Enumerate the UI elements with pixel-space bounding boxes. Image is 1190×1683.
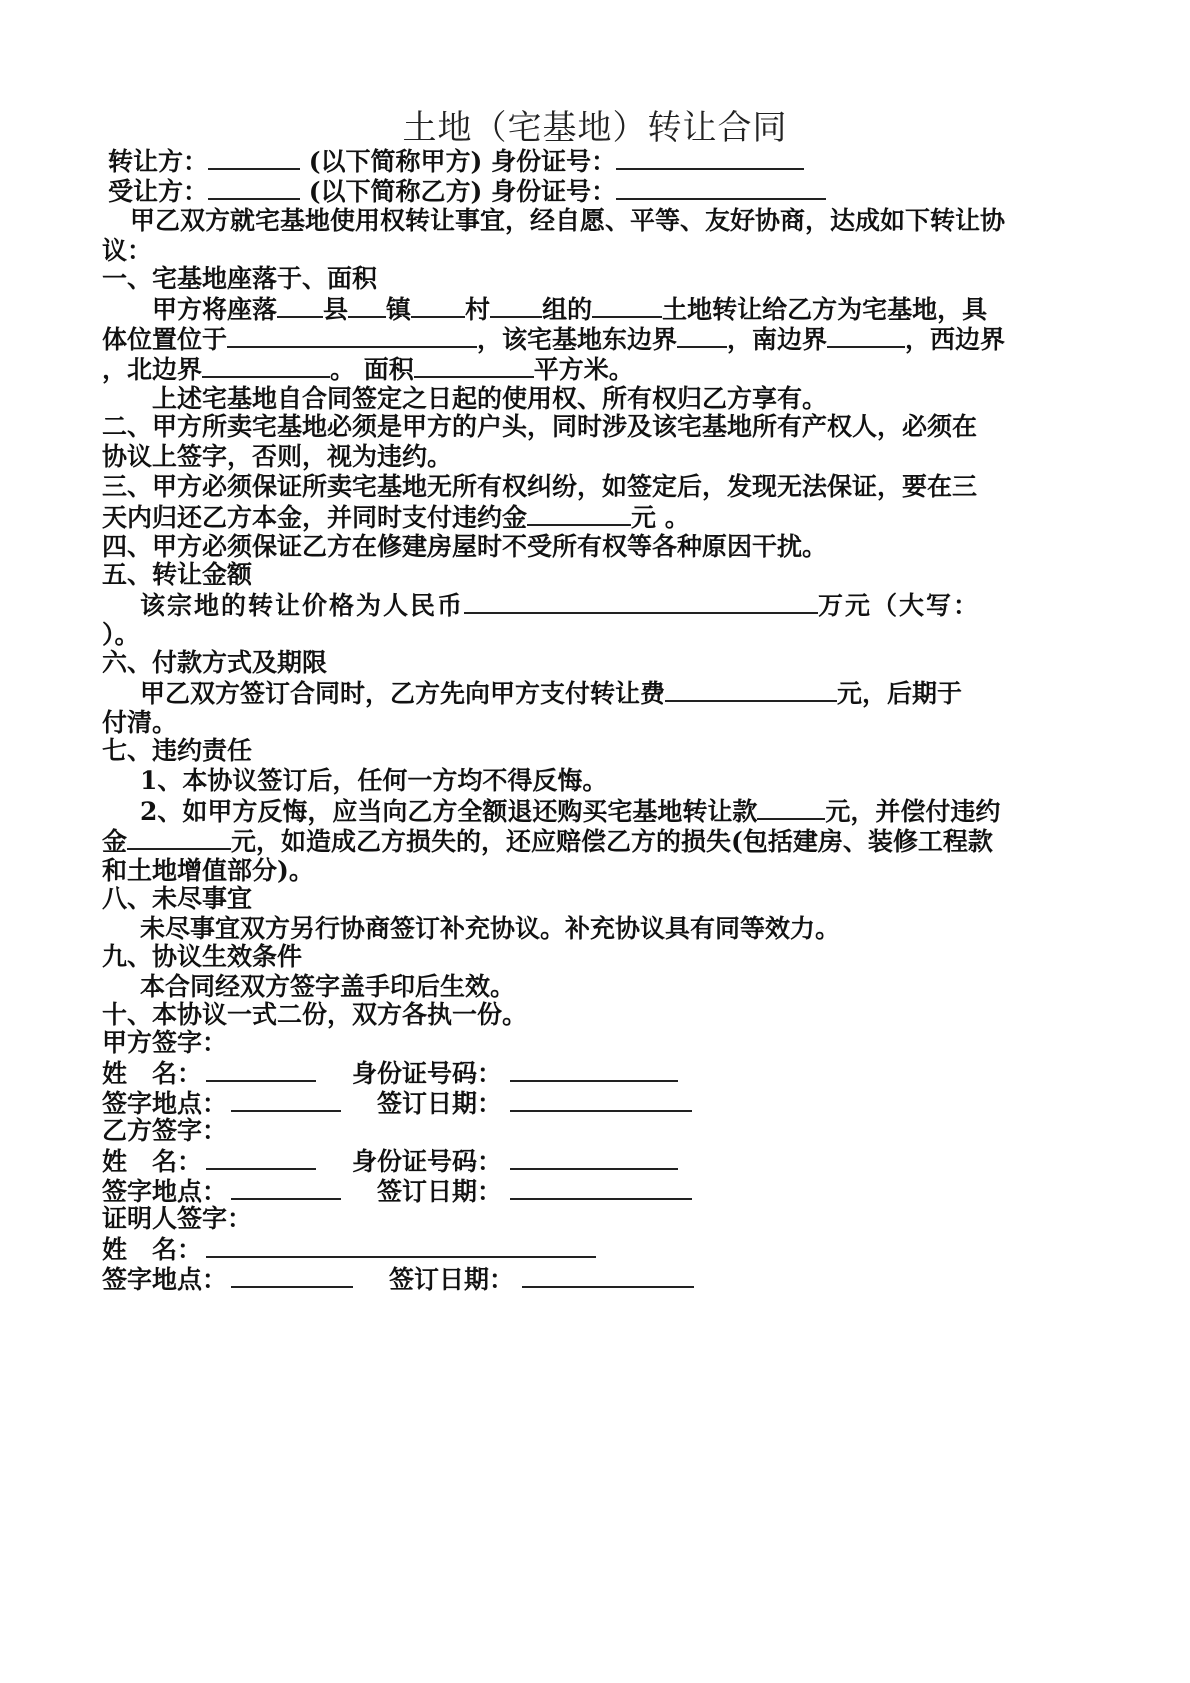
section-3-line-1: 三、甲方必须保证所卖宅基地无所有权纠纷，如签定后，发现无法保证，要在三 <box>102 472 978 501</box>
section-7-item-2-line-1 <box>140 796 1130 827</box>
section-6-line-2: 付清。 <box>102 708 178 737</box>
village-blank[interactable] <box>411 294 465 318</box>
county-blank[interactable] <box>277 294 323 318</box>
section-6-heading: 六、付款方式及期限 <box>102 648 328 677</box>
east-boundary-blank[interactable] <box>677 324 727 348</box>
date-label: 签订日期： <box>389 1265 515 1294</box>
date-label: 签订日期： <box>377 1089 503 1118</box>
text: 万元（大写： <box>818 591 981 620</box>
text: 甲乙双方签订合同时，乙方先向甲方支付转让费 <box>140 679 666 708</box>
name-label: 姓 名： <box>102 1235 203 1264</box>
section-1-rights: 上述宅基地自合同签定之日起的使用权、所有权归乙方享有。 <box>152 384 828 413</box>
witness-signature-heading: 证明人签字： <box>102 1204 253 1233</box>
party-b-name-row <box>102 1146 1092 1177</box>
party-a-name-row <box>102 1058 1092 1089</box>
section-7-item-1: 1、本协议签订后，任何一方均不得反悔。 <box>140 766 608 795</box>
place-label: 签字地点： <box>102 1265 228 1294</box>
price-blank[interactable] <box>464 590 818 614</box>
party-b-date-blank[interactable] <box>510 1176 692 1200</box>
text: 甲方将座落 <box>152 295 278 324</box>
place-label: 签字地点： <box>102 1177 228 1206</box>
text: 县 <box>323 295 349 324</box>
compensation-blank[interactable] <box>127 826 231 850</box>
party-a-place-row <box>102 1088 1092 1119</box>
witness-date-blank[interactable] <box>522 1264 694 1288</box>
witness-name-blank[interactable] <box>206 1234 596 1258</box>
text: 镇 <box>386 295 412 324</box>
text: 2、如甲方反悔，应当向乙方全额退还购买宅基地转让款 <box>140 797 758 826</box>
section-7-item-2-line-2 <box>102 826 1092 857</box>
party-b-place-row <box>102 1176 1092 1207</box>
document-title: 土地（宅基地）转让合同 <box>402 108 788 148</box>
transferee-id-blank[interactable] <box>616 176 826 200</box>
section-5-line-2: ）。 <box>102 620 140 649</box>
penalty-blank[interactable] <box>527 502 631 526</box>
transferor-id-blank[interactable] <box>616 146 804 170</box>
section-5-heading: 五、转让金额 <box>102 560 253 589</box>
section-7-heading: 七、违约责任 <box>102 736 253 765</box>
section-9-heading: 九、协议生效条件 <box>102 942 303 971</box>
transferee-note: (以下简称乙方) 身份证号： <box>300 177 617 206</box>
section-7-item-2-line-3: 和土地增值部分)。 <box>102 856 314 885</box>
party-b-place-blank[interactable] <box>231 1176 341 1200</box>
south-boundary-blank[interactable] <box>827 324 905 348</box>
party-a-name-blank[interactable] <box>206 1058 316 1082</box>
text: 村 <box>465 295 491 324</box>
section-2-line-2: 协议上签字，否则，视为违约。 <box>102 442 453 471</box>
text: ，南边界 <box>727 325 828 354</box>
section-4-line-1: 四、甲方必须保证乙方在修建房屋时不受所有权等各种原因干扰。 <box>102 532 828 561</box>
section-1-heading: 一、宅基地座落于、面积 <box>102 264 378 293</box>
transferee-name-blank[interactable] <box>208 176 300 200</box>
transferor-label: 转让方： <box>108 147 209 176</box>
text: 元 。 <box>631 503 690 532</box>
section-8-body: 未尽事宜双方另行协商签订补充协议。补充协议具有同等效力。 <box>140 914 841 943</box>
intro-line-2: 议： <box>102 236 153 265</box>
name-label: 姓 名： <box>102 1059 203 1088</box>
text: 。 面积 <box>330 355 414 384</box>
position-blank[interactable] <box>227 324 477 348</box>
group-blank[interactable] <box>490 294 542 318</box>
party-a-id-blank[interactable] <box>510 1058 678 1082</box>
land-blank[interactable] <box>592 294 662 318</box>
transferee-line <box>108 176 1098 207</box>
town-blank[interactable] <box>348 294 386 318</box>
text: 元，后期于 <box>837 679 963 708</box>
section-8-heading: 八、未尽事宜 <box>102 884 253 913</box>
section-5-price-line <box>140 590 1130 621</box>
intro-line-1: 甲乙双方就宅基地使用权转让事宜，经自愿、平等、友好协商，达成如下转让协 <box>130 206 1006 235</box>
text: 元，如造成乙方损失的，还应赔偿乙方的损失(包括建房、装修工程款 <box>231 827 993 856</box>
section-1-boundary-line <box>102 324 1092 355</box>
party-b-id-blank[interactable] <box>510 1146 678 1170</box>
text: 平方米。 <box>533 355 634 384</box>
area-blank[interactable] <box>414 354 534 378</box>
section-1-area-line <box>102 354 1092 385</box>
place-label: 签字地点： <box>102 1089 228 1118</box>
transferee-label: 受让方： <box>108 177 209 206</box>
text: 体位置位于 <box>102 325 228 354</box>
refund-blank[interactable] <box>757 796 825 820</box>
witness-place-row <box>102 1264 1092 1295</box>
witness-name-row <box>102 1234 1092 1265</box>
text: ，西边界 <box>905 325 1006 354</box>
party-a-date-blank[interactable] <box>510 1088 692 1112</box>
text: 金 <box>102 827 128 856</box>
section-10-line: 十、本协议一式二份，双方各执一份。 <box>102 1000 528 1029</box>
transferor-note: (以下简称甲方) 身份证号： <box>300 147 617 176</box>
transferor-line <box>108 146 1098 177</box>
name-label: 姓 名： <box>102 1147 203 1176</box>
north-boundary-blank[interactable] <box>202 354 330 378</box>
date-label: 签订日期： <box>377 1177 503 1206</box>
party-b-name-blank[interactable] <box>206 1146 316 1170</box>
witness-place-blank[interactable] <box>231 1264 353 1288</box>
party-a-signature-heading: 甲方签字： <box>102 1028 228 1057</box>
section-3-line-2 <box>102 502 1092 533</box>
text: ，该宅基地东边界 <box>477 325 678 354</box>
section-9-body: 本合同经双方签字盖手印后生效。 <box>140 972 516 1001</box>
transfer-fee-blank[interactable] <box>665 678 837 702</box>
id-label: 身份证号码： <box>352 1147 503 1176</box>
section-2-line-1: 二、甲方所卖宅基地必须是甲方的户头，同时涉及该宅基地所有产权人，必须在 <box>102 412 978 441</box>
text: ，北边界 <box>102 355 203 384</box>
text: 元，并偿付违约 <box>825 797 1001 826</box>
text: 该宗地的转让价格为人民币 <box>140 591 465 620</box>
section-6-payment-line <box>140 678 1130 709</box>
text: 组的 <box>542 295 593 324</box>
text: 土地转让给乙方为宅基地，具 <box>662 295 988 324</box>
party-a-place-blank[interactable] <box>231 1088 341 1112</box>
id-label: 身份证号码： <box>352 1059 503 1088</box>
transferor-name-blank[interactable] <box>208 146 300 170</box>
text: 天内归还乙方本金，并同时支付违约金 <box>102 503 528 532</box>
section-1-location-line <box>152 294 1142 325</box>
party-b-signature-heading: 乙方签字： <box>102 1116 228 1145</box>
